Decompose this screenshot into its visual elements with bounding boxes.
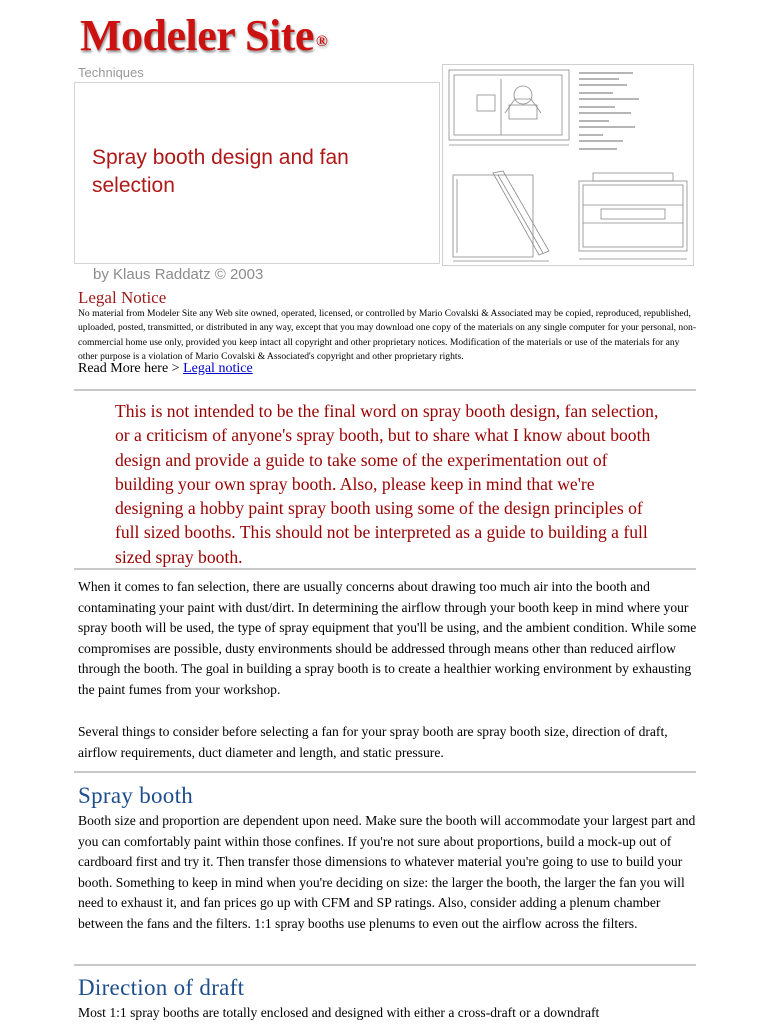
- booth-drawing-image: [442, 64, 694, 266]
- legal-notice-text: No material from Modeler Site any Web site owned, operated, licensed, or controlled by Mario Covalski & Associated may be copied, reproduced, republished, uploaded, posted, transmitted, or distributed in any way, except that you may download one copy of the materials on any single computer for your personal, non-commercial home use only, provided you keep intact all copyright and other proprietary notices. Modification of the materials or use of the materials for any other purpose is a violation of Mario Covalski & Associated's copyright and other proprietary rights.: [78, 308, 697, 363]
- divider: [74, 389, 696, 391]
- section-label: Techniques: [78, 65, 144, 80]
- body-paragraph: Several things to consider before selecting a fan for your spray booth are spray booth size, direction of draft, airflow requirements, duct diameter and length, and static pressure.: [78, 724, 668, 760]
- legal-notice-heading: Legal Notice: [78, 288, 167, 307]
- read-more-prefix: Read More here >: [78, 361, 180, 376]
- section-heading-direction-of-draft: Direction of draft: [78, 975, 245, 1000]
- registered-mark: ®: [315, 33, 328, 50]
- read-more: [78, 361, 253, 377]
- body-paragraph: When it comes to fan selection, there are usually concerns about drawing too much air into the booth and contaminating your paint with dust/dirt. In determining the airflow through your booth keep in mind where your spray booth will be used, the type of spray equipment that you'll be using, and the ambient condition. While some compromises are possible, dusty environments should be addressed through means other than reduced airflow through the booth. The goal in building a spray booth is to create a healthier working environment by exhausting the paint fumes from your workshop.: [78, 579, 697, 697]
- article-title: Spray booth design and fan selection: [92, 146, 349, 197]
- section-paragraph: Most 1:1 spray booths are totally enclosed and designed with either a cross-draft or a downdraft: [78, 1005, 600, 1020]
- section-paragraph: Booth size and proportion are dependent upon need. Make sure the booth will accommodate your largest part and you can comfortably paint within those confines. If you're not sure about proportions, build a mock-up out of cardboard first and try it. Then transfer those dimensions to whatever material you're going to use to build your booth. Something to keep in mind when you're deciding on size: the larger the booth, the larger the fan you will need to exhaust it, and fan prices go up with CFM and SP ratings. Also, consider adding a plenum chamber between the fans and the filters. 1:1 spray booths use plenums to even out the airflow across the filters.: [78, 813, 696, 931]
- intro-text: This is not intended to be the final word on spray booth design, fan selection, or a criticism of anyone's spray booth, but to share what I know about booth design and provide a guide to take some of the experimentation out of building your own spray booth. Also, please keep in mind that we're designing a hobby paint spray booth using some of the design principles of full sized booths. This should not be interpreted as a guide to building a full sized spray booth.: [115, 401, 659, 567]
- divider: [74, 568, 696, 570]
- byline: by Klaus Raddatz © 2003: [93, 266, 264, 283]
- divider: [74, 771, 696, 773]
- booth-blueprint-icon: [443, 65, 693, 265]
- section-heading-spray-booth: Spray booth: [78, 783, 194, 808]
- divider: [74, 964, 696, 966]
- legal-notice-link[interactable]: Legal notice: [183, 361, 253, 376]
- site-logo[interactable]: Modeler Site ®: [80, 11, 328, 60]
